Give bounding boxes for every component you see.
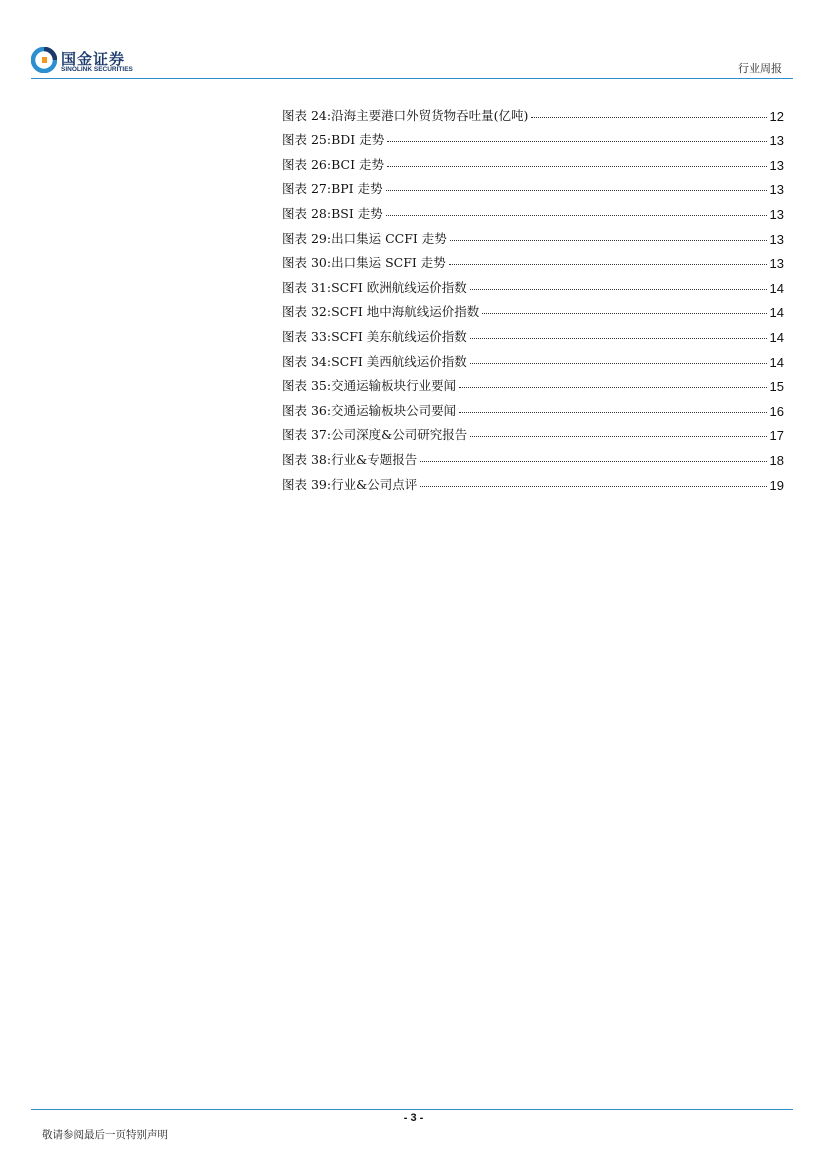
toc-dot-leader xyxy=(420,486,766,487)
toc-entry-title: 图表 30:出口集运 SCFI 走势 xyxy=(282,255,446,271)
brand-name-cn: 国金证券 xyxy=(61,50,126,68)
toc-entry-title: 图表 36:交通运输板块公司要闻 xyxy=(282,402,457,418)
toc-entry-title: 图表 35:交通运输板块行业要闻 xyxy=(282,378,457,394)
toc-dot-leader xyxy=(387,141,766,142)
toc-entry-title: 图表 32:SCFI 地中海航线运价指数 xyxy=(282,304,480,320)
toc-entry-page: 14 xyxy=(769,354,784,370)
toc-entry[interactable] xyxy=(282,197,784,222)
toc-entry[interactable] xyxy=(282,443,784,468)
toc-entry-title: 图表 39:行业&公司点评 xyxy=(282,476,418,492)
sinolink-logo-icon xyxy=(31,47,57,73)
toc-entry[interactable] xyxy=(282,99,784,124)
toc-entry-title: 图表 38:行业&专题报告 xyxy=(282,451,418,467)
toc-entry-title: 图表 37:公司深度&公司研究报告 xyxy=(282,427,468,443)
toc-dot-leader xyxy=(459,412,766,413)
toc-dot-leader xyxy=(459,387,766,388)
toc-entry-title: 图表 26:BCI 走势 xyxy=(282,156,384,172)
toc-entry-page: 13 xyxy=(769,157,784,173)
toc-entry[interactable] xyxy=(282,148,784,173)
toc-dot-leader xyxy=(470,363,767,364)
toc-dot-leader xyxy=(387,166,767,167)
toc-entry-page: 19 xyxy=(769,477,784,493)
toc-dot-leader xyxy=(386,190,767,191)
toc-entry[interactable] xyxy=(282,247,784,272)
header-divider xyxy=(31,78,793,79)
table-of-figures xyxy=(282,99,784,493)
toc-dot-leader xyxy=(449,264,767,265)
toc-entry[interactable] xyxy=(282,124,784,149)
toc-entry[interactable] xyxy=(282,394,784,419)
toc-entry-title: 图表 31:SCFI 欧洲航线运价指数 xyxy=(282,279,467,295)
toc-entry[interactable] xyxy=(282,173,784,198)
toc-entry-page: 16 xyxy=(769,403,784,419)
toc-dot-leader xyxy=(386,215,767,216)
toc-dot-leader xyxy=(470,436,766,437)
company-logo xyxy=(31,47,161,77)
report-type-label: 行业周报 xyxy=(738,62,782,75)
toc-entry[interactable] xyxy=(282,271,784,296)
toc-entry-page: 14 xyxy=(769,280,784,296)
footer-divider xyxy=(31,1109,793,1110)
toc-dot-leader xyxy=(482,313,766,314)
toc-entry[interactable] xyxy=(282,370,784,395)
toc-entry-title: 图表 33:SCFI 美东航线运价指数 xyxy=(282,328,467,344)
toc-entry[interactable] xyxy=(282,296,784,321)
toc-entry-page: 18 xyxy=(769,452,784,468)
toc-entry-title: 图表 29:出口集运 CCFI 走势 xyxy=(282,230,447,246)
toc-entry-page: 13 xyxy=(769,256,784,272)
toc-dot-leader xyxy=(450,240,767,241)
toc-entry[interactable] xyxy=(282,419,784,444)
toc-entry-page: 14 xyxy=(769,305,784,321)
toc-entry-title: 图表 27:BPI 走势 xyxy=(282,181,383,197)
toc-dot-leader xyxy=(470,338,767,339)
toc-entry-title: 图表 34:SCFI 美西航线运价指数 xyxy=(282,353,467,369)
page-number: - 3 - xyxy=(403,1112,424,1124)
toc-entry-title: 图表 24:沿海主要港口外贸货物吞吐量(亿吨) xyxy=(282,107,529,123)
footer-disclaimer: 敬请参阅最后一页特别声明 xyxy=(42,1129,168,1141)
toc-entry-page: 13 xyxy=(769,206,784,222)
toc-dot-leader xyxy=(420,461,766,462)
toc-entry[interactable] xyxy=(282,468,784,493)
toc-entry-page: 13 xyxy=(769,231,784,247)
brand-name-en: SINOLINK SECURITIES xyxy=(61,66,133,73)
toc-dot-leader xyxy=(470,289,767,290)
toc-entry-page: 15 xyxy=(769,379,784,395)
toc-entry-title: 图表 28:BSI 走势 xyxy=(282,205,383,221)
toc-entry[interactable] xyxy=(282,320,784,345)
page-header xyxy=(0,0,827,80)
toc-entry[interactable] xyxy=(282,222,784,247)
toc-entry-page: 17 xyxy=(769,428,784,444)
toc-entry-page: 13 xyxy=(769,182,784,198)
toc-entry-page: 14 xyxy=(769,329,784,345)
toc-dot-leader xyxy=(531,117,766,118)
toc-entry-page: 13 xyxy=(769,133,784,149)
toc-entry-page: 12 xyxy=(769,108,784,124)
toc-entry-title: 图表 25:BDI 走势 xyxy=(282,132,385,148)
toc-entry[interactable] xyxy=(282,345,784,370)
